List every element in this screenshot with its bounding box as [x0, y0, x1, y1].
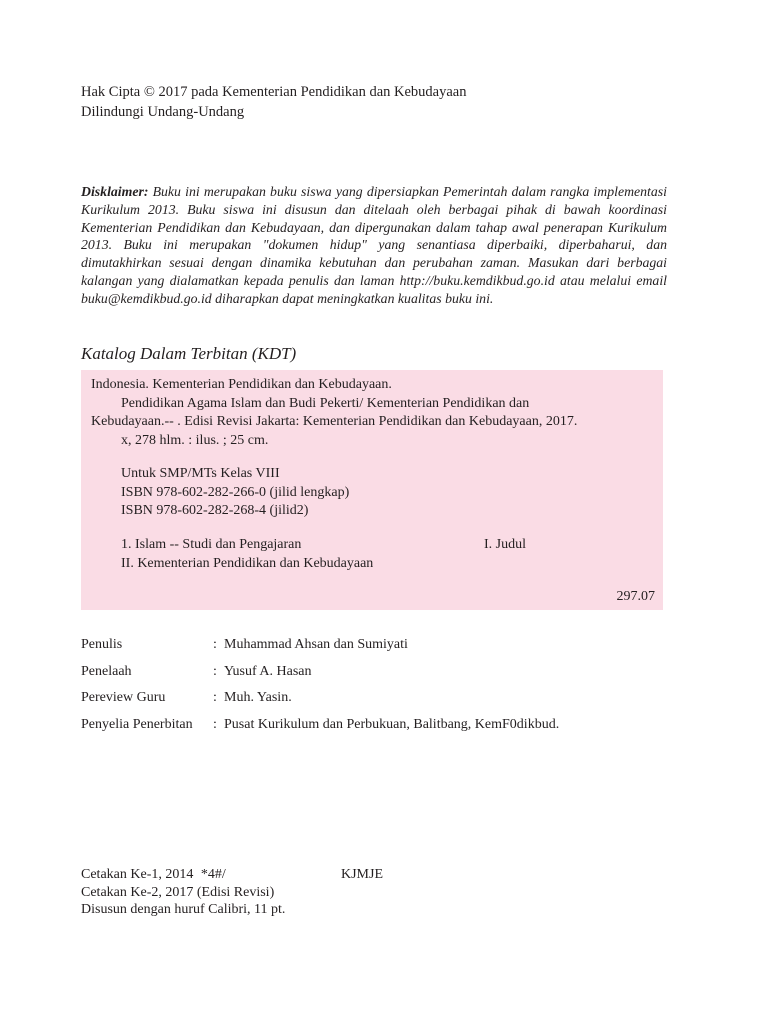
credit-label: Penulis	[81, 637, 123, 652]
printing-extra: *4#/	[200, 867, 226, 882]
second-printing: Cetakan Ke-2, 2017 (Edisi Revisi)	[81, 884, 275, 900]
kdt-line: I. Judul	[484, 537, 526, 552]
print-info	[81, 866, 384, 919]
font-note: Disusun dengan huruf Calibri, 11 pt.	[81, 902, 286, 917]
credit-value: Yusuf A. Hasan	[224, 663, 312, 679]
kdt-line: Indonesia. Kementerian Pendidikan dan Kebudayaan.	[91, 377, 392, 392]
printing-line	[81, 866, 285, 884]
kdt-line: Kebudayaan.-- . Edisi Revisi Jakarta: Kementerian Pendidikan dan Kebudayaan, 2017.	[91, 414, 578, 429]
kdt-line: x, 278 hlm. : ilus. ; 25 cm.	[121, 432, 269, 448]
credit-value: Muhammad Ahsan dan Sumiyati	[224, 637, 408, 652]
kdt-line: ISBN 978-602-282-266-0 (jilid lengkap)	[121, 484, 350, 500]
kdt-classification: 297.07	[616, 589, 655, 604]
copyright-line: Hak Cipta © 2017 pada Kementerian Pendidikan dan Kebudayaan	[81, 84, 467, 100]
credit-label: Penyelia Penerbitan	[81, 716, 193, 732]
copyright-notice	[81, 82, 466, 122]
kdt-line: ISBN 978-602-282-268-4 (jilid2)	[121, 503, 309, 518]
disclaimer-text: Buku ini merupakan buku siswa yang dipersiapkan Pemerintah dalam rangka implementasi Kurikulum 2013. Buku siswa ini disusun dan ditelaah oleh berbagai pihak di bawah koordinasi Kementerian Pendidikan dan Kebudayaan, dan dipergunakan dalam tahap awal penerapan Kurikulum 2013. Buku ini merupakan "dokumen hidup" yang senantiasa diperbaiki, diperbaharui, dan dimutakhirkan sesuai dengan dinamika kebutuhan dan perubahan zaman. Masukan dari berbagai kalangan yang dialamatkan kepada penulis dan laman http://buku.kemdikbud.go.id atau melalui email buku@kemdikbud.go.id diharapkan dapat meningkatkan kualitas buku ini.	[81, 184, 667, 306]
kdt-line: Untuk SMP/MTs Kelas VIII	[121, 466, 280, 481]
credit-separator: :	[213, 637, 217, 652]
kdt-line: 1. Islam -- Studi dan Pengajaran	[121, 537, 302, 552]
credit-separator: :	[213, 663, 217, 679]
printing-code: KJMJE	[341, 867, 384, 882]
credit-separator: :	[213, 716, 217, 732]
kdt-line: II. Kementerian Pendidikan dan Kebudayaan	[121, 555, 374, 571]
credit-label: Pereview Guru	[81, 690, 166, 705]
credit-label: Penelaah	[81, 663, 132, 679]
credit-value: Pusat Kurikulum dan Perbukuan, Balitbang, KemF0dikbud.	[224, 716, 560, 732]
kdt-title: Katalog Dalam Terbitan (KDT)	[81, 344, 297, 363]
protection-line: Dilindungi Undang-Undang	[81, 104, 245, 120]
disclaimer-label: Disklaimer:	[81, 184, 149, 199]
credit-separator: :	[213, 690, 217, 705]
disclaimer	[81, 183, 667, 308]
kdt-box	[81, 370, 663, 610]
first-printing: Cetakan Ke-1, 2014	[81, 867, 194, 882]
credit-value: Muh. Yasin.	[224, 690, 292, 705]
kdt-line: Pendidikan Agama Islam dan Budi Pekerti/ Kementerian Pendidikan dan	[121, 395, 530, 411]
